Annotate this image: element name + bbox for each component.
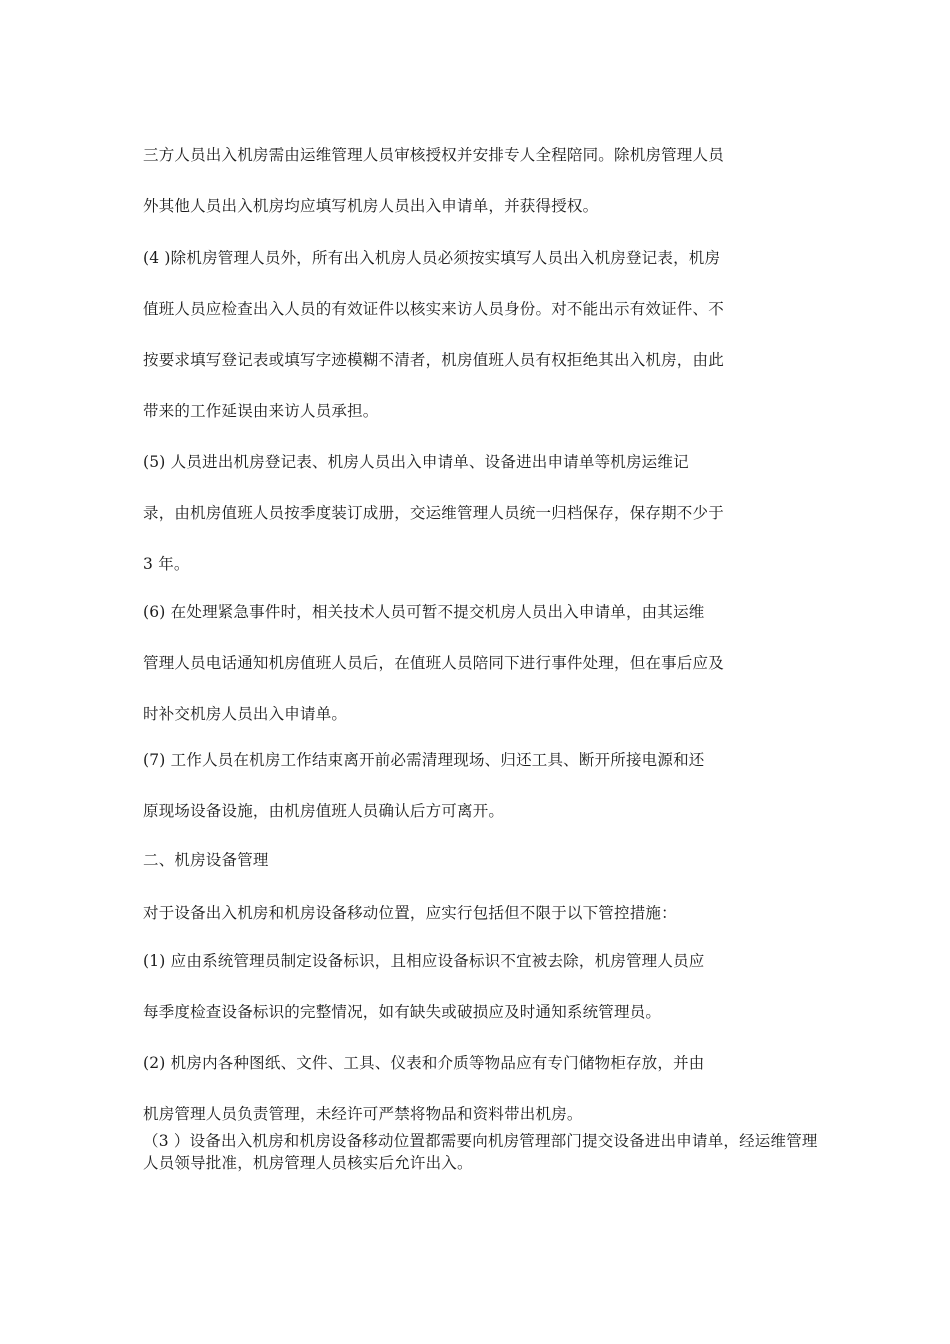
section-heading: 二、机房设备管理 — [143, 851, 269, 869]
text-line: (6) 在处理紧急事件时，相关技术人员可暂不提交机房人员出入申请单，由其运维 — [143, 603, 705, 621]
text-line: (1) 应由系统管理员制定设备标识，且相应设备标识不宜被去除，机房管理人员应 — [143, 952, 705, 970]
text-line: (5) 人员进出机房登记表、机房人员出入申请单、设备进出申请单等机房运维记 — [143, 453, 689, 471]
text-line: 录，由机房值班人员按季度装订成册，交运维管理人员统一归档保存，保存期不少于 — [143, 504, 724, 522]
text-line: 对于设备出入机房和机房设备移动位置，应实行包括但不限于以下管控措施： — [143, 904, 677, 922]
text-line: 带来的工作延误由来访人员承担。 — [143, 402, 379, 420]
text-line: 每季度检查设备标识的完整情况，如有缺失或破损应及时通知系统管理员。 — [143, 1003, 662, 1021]
text-line: 机房管理人员负责管理，未经许可严禁将物品和资料带出机房。 — [143, 1105, 583, 1123]
text-line: 三方人员出入机房需由运维管理人员审核授权并安排专人全程陪同。除机房管理人员 — [143, 146, 724, 164]
text-line: (2) 机房内各种图纸、文件、工具、仪表和介质等物品应有专门储物柜存放，并由 — [143, 1054, 705, 1072]
text-line: (7) 工作人员在机房工作结束离开前必需清理现场、归还工具、断开所接电源和还 — [143, 751, 705, 769]
text-line: 管理人员电话通知机房值班人员后，在值班人员陪同下进行事件处理，但在事后应及 — [143, 654, 724, 672]
text-line: 原现场设备设施，由机房值班人员确认后方可离开。 — [143, 802, 505, 820]
text-line: (4 )除机房管理人员外，所有出入机房人员必须按实填写人员出入机房登记表，机房 — [143, 249, 721, 267]
text-line: 值班人员应检查出入人员的有效证件以核实来访人员身份。对不能出示有效证件、不 — [143, 300, 724, 318]
final-paragraph: （3 ）设备出入机房和机房设备移动位置都需要向机房管理部门提交设备进出申请单，经运维管理人员领导批准，机房管理人员核实后允许出入。 — [143, 1132, 818, 1172]
text-line: 3 年。 — [143, 555, 190, 573]
text-line: 时补交机房人员出入申请单。 — [143, 705, 348, 723]
text-line: 外其他人员出入机房均应填写机房人员出入申请单，并获得授权。 — [143, 197, 599, 215]
text-line: 按要求填写登记表或填写字迹模糊不清者，机房值班人员有权拒绝其出入机房，由此 — [143, 351, 724, 369]
